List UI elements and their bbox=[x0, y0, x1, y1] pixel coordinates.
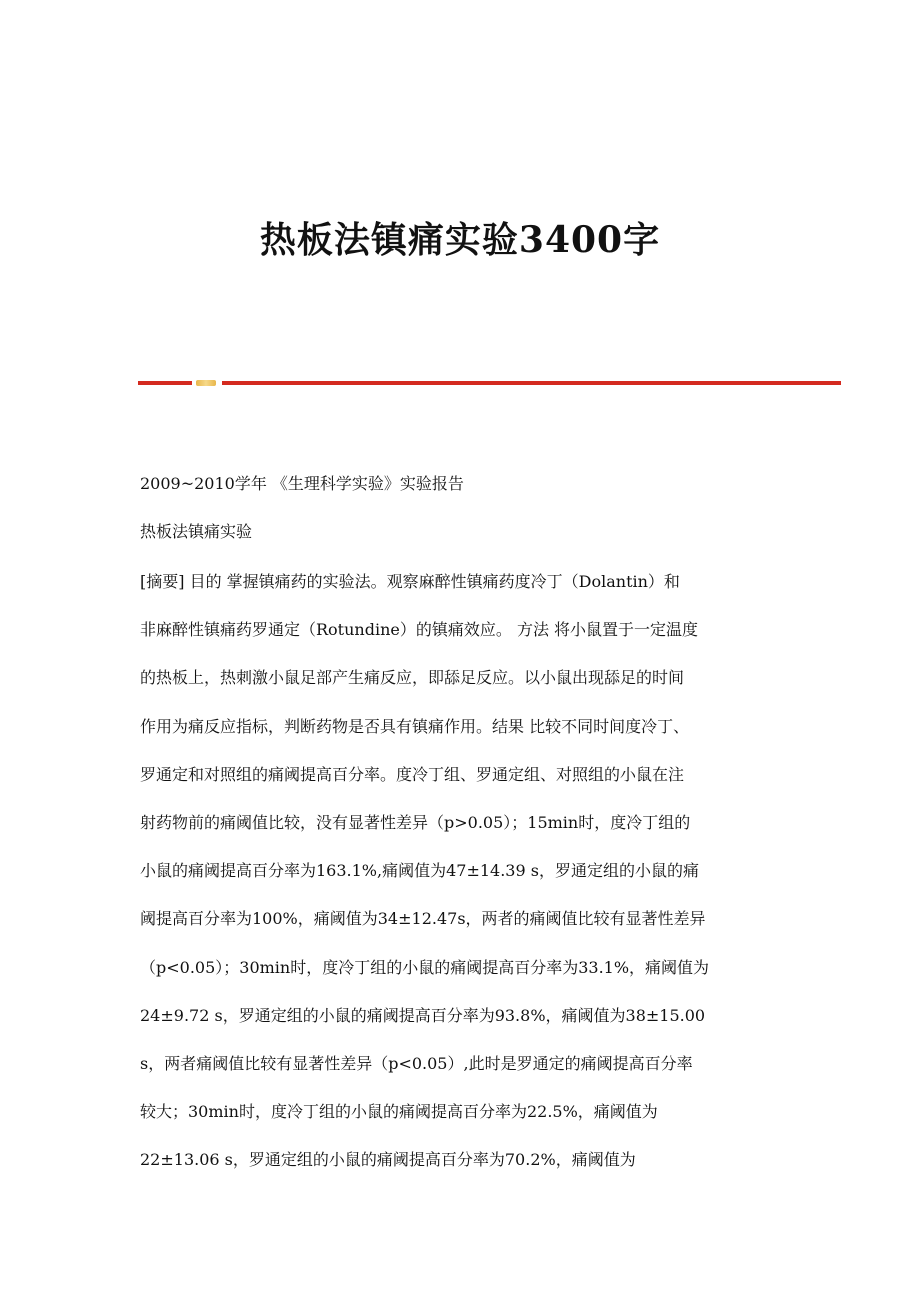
divider-right-segment bbox=[222, 381, 841, 385]
abstract-line: 非麻醉性镇痛药罗通定（Rotundine）的镇痛效应。 方法 将小鼠置于一定温度 bbox=[140, 620, 699, 640]
report-subtitle: 2009~2010学年 《生理科学实验》实验报告 bbox=[140, 474, 464, 493]
divider-ornament-icon bbox=[196, 380, 216, 386]
abstract-line: 24±9.72 s，罗通定组的小鼠的痛阈提高百分率为93.8%，痛阈值为38±15.00 bbox=[140, 1005, 706, 1025]
abstract-line: 罗通定和对照组的痛阈提高百分率。度冷丁组、罗通定组、对照组的小鼠在注 bbox=[140, 764, 685, 784]
abstract-paragraph bbox=[140, 558, 785, 1184]
abstract-line: 射药物前的痛阈值比较，没有显著性差异（p>0.05）；15min时，度冷丁组的 bbox=[140, 812, 691, 832]
abstract-line: （p<0.05）；30min时，度冷丁组的小鼠的痛阈提高百分率为33.1%，痛阈值为 bbox=[140, 957, 710, 977]
abstract-line: 阈提高百分率为100%，痛阈值为34±12.47s，两者的痛阈值比较有显著性差异 bbox=[140, 909, 706, 929]
title-divider bbox=[138, 380, 841, 386]
abstract-line: 小鼠的痛阈提高百分率为163.1%,痛阈值为47±14.39 s，罗通定组的小鼠的痛 bbox=[140, 861, 699, 881]
abstract-line: 22±13.06 s，罗通定组的小鼠的痛阈提高百分率为70.2%，痛阈值为 bbox=[140, 1150, 636, 1170]
abstract-line: [摘要] 目的 掌握镇痛药的实验法。观察麻醉性镇痛药度冷丁（Dolantin）和 bbox=[140, 572, 680, 591]
abstract-line: 较大；30min时，度冷丁组的小鼠的痛阈提高百分率为22.5%，痛阈值为 bbox=[140, 1102, 658, 1122]
abstract-line: 的热板上，热刺激小鼠足部产生痛反应，即舔足反应。以小鼠出现舔足的时间 bbox=[140, 668, 685, 688]
document-body bbox=[140, 468, 785, 1184]
abstract-line: 作用为痛反应指标，判断药物是否具有镇痛作用。结果 比较不同时间度冷丁、 bbox=[140, 716, 690, 736]
abstract-line: s，两者痛阈值比较有显著性差异（p<0.05）,此时是罗通定的痛阈提高百分率 bbox=[140, 1053, 693, 1073]
section-heading: 热板法镇痛实验 bbox=[140, 522, 253, 541]
document-title: 热板法镇痛实验3400字 bbox=[259, 219, 661, 261]
divider-left-segment bbox=[138, 381, 192, 385]
